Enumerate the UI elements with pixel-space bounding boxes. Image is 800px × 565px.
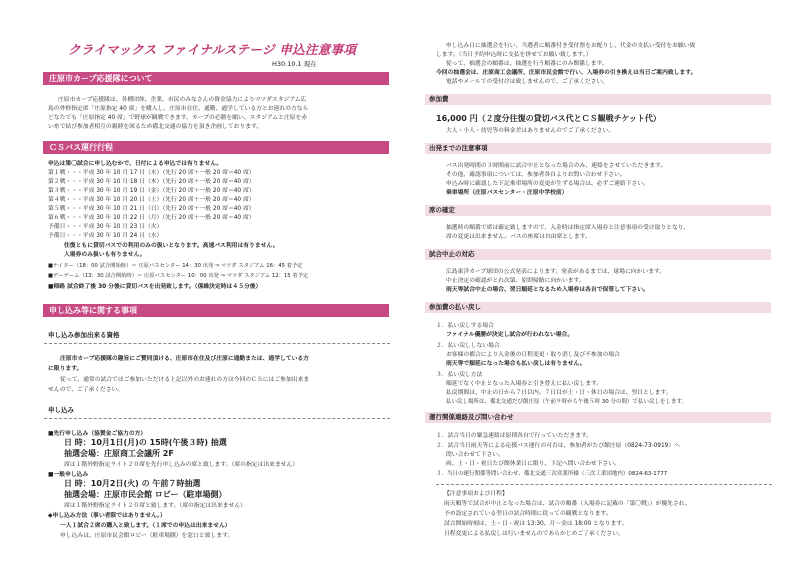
text-line: バス出発時間の３時間前に試合中止となった場合のみ、連絡をさせていただきます。 [446, 163, 667, 169]
text-line: 雨天等で順延になった場合も払い戻しは有りません。 [446, 361, 586, 367]
text-line: その他、確認事項については、参加者各自よりお問い合わせ下さい。 [446, 172, 626, 178]
apply-heading: 申し込み [48, 406, 74, 414]
game-row: 第４戦・・・平成 30 年 10 月 20 日（土）（先行 20 席＋一般 20 席＝40 席） [48, 197, 255, 203]
section-bar-cs-bus: ＣＳバス運行行程 [43, 141, 389, 154]
apply-line: ■先行申し込み（協賛金ご協力の方） [48, 431, 147, 437]
section-bar-operations: 運行関係連絡及び問い合わせ [425, 412, 771, 423]
text-line: 島の外野指定席「庄原指定 40 席」を購入し、庄原市在住、通勤、通学している方とお連れの方なら [48, 106, 309, 112]
apply-line: 席は１階外野指定ライト２０席を先行申し込みの席と致します。（席の指定は出来ません） [64, 462, 299, 468]
route-day: ■デーゲーム（13：30 試合開始時）＝ 庄原バスセンター 10：00 出発 ⇒ マツダ スタジアム 12：15 着予定 [48, 273, 309, 279]
eligibility-text: 庄原市カープ応援隊の趣旨にご賛同頂ける、庄原市在住及び庄原に通勤または、通学している方 [60, 356, 309, 362]
text-line: どなたでも「庄原指定 40 席」で野球が観戦できます。カープの必勝を願い、スタジアムと庄原を赤 [48, 115, 308, 121]
text-line: 庄原市カープ応援隊は、各種団体、企業、市民のみなさんの資金協力によりマツダスタジアム広 [58, 97, 307, 103]
text-line: 従って、抽選会の順番は、抽選を行う順番にのみ関係します。 [446, 61, 608, 67]
text-line: ２．試合当日雨天等による応援バス運行の可否は、参加者がたび館庄原（0824-73-0919）へ [436, 443, 680, 449]
document-date: H30.10.1 現在 [272, 60, 317, 68]
note-line: 雨天順等で試合が中止となった場合は、試合の順番（入場券に記載の「第〇戦」）が優先され、 [444, 501, 691, 507]
game-row: 予備日・・・平成 30 年 10 月 24 日（水） [48, 233, 163, 239]
note-line: 【注意事項および日程】 [444, 491, 508, 497]
apply-line: ◆申し込み方法（事い者限ではありません。） [48, 513, 166, 519]
bus-note: 往復ともに貸切バスでの利用のみの扱いとなります。高速バス利用は有りません。 [64, 243, 279, 249]
eligibility-heading: 申し込み参加出来る資格 [48, 331, 120, 339]
apply-line: ■一般申し込み [48, 472, 89, 478]
text-line: ２．払い戻ししない場合 [436, 343, 500, 349]
apply-line: 席は１階外野指定ライト２０席と致します。（席の指定は出来ません） [64, 503, 246, 509]
game-row: 第３戦・・・平成 30 年 10 月 19 日（金）（先行 20 席＋一般 20 席＝40 席） [48, 188, 255, 194]
section-bar-before-departure: 出発までの注意事項 [425, 143, 771, 154]
section-bar-cheer-team: 庄原市カープ応援隊について [43, 72, 389, 85]
note-line: 予め設定されている翌日の試合時間に従っての観戦となります。 [444, 511, 612, 517]
apply-line: 抽選会場：庄原商工会議所 2F [64, 449, 174, 458]
schedule-lead: 申込は第〇試合に申し込むかで、日付による申込では有りません。 [48, 161, 223, 167]
eligibility-text: に限ります。 [48, 366, 83, 372]
eligibility-text: せんので、ご了承ください。 [48, 387, 124, 393]
fee-price: 16,000 円（２度分往復の貸切バス代とＣＳ観戦チケット代） [436, 114, 661, 123]
text-line: します。（当日予約申込時に支払を併せてお願い致します。） [436, 52, 592, 58]
note-line: 日程変更による払戻しは行いませんのであらかじめご了承ください。 [444, 531, 624, 537]
divider [44, 343, 390, 344]
text-line: 抽選時の順番で席は確定致しますので、入金時は指定席入場券と注意事項の受け取りとなり、 [446, 225, 690, 231]
divider [44, 418, 390, 419]
game-row: 第６戦・・・平成 30 年 10 月 22 日（月）（先行 20 席＋一般 20 席＝40 席） [48, 215, 255, 221]
text-line: 問い合わせて下さい。 [446, 452, 504, 458]
text-line: 席の変更は出来ません。バスの座席は自由席とします。 [446, 234, 591, 240]
text-line: い糸で結び参加者相互の親睦を図るため備北交通の協力を頂き企画しております。 [48, 124, 263, 130]
text-line: １．払い戻しする場合 [436, 323, 494, 329]
section-bar-cancel: 試合中止の対応 [425, 249, 771, 260]
section-bar-fee: 参加費 [425, 94, 771, 105]
text-line: 今回の抽選会は、庄原商工会議所、庄原市民会館で行い、入場券の引き換えは当日ご案内致します。 [436, 70, 697, 76]
text-line: 雨天等試合中止の場合、翌日順延となるため入場券は各自で保管して下さい。 [446, 287, 649, 293]
note-line: 試合開始時刻は、土・日・祝は 13:30、月～金は 18:00 となります。 [444, 521, 628, 527]
section-bar-seat: 席の確定 [425, 205, 771, 216]
apply-line: 申し込みは、庄原市民会館ロビー（駐車場側）を窓口と致します。 [60, 533, 234, 539]
text-line: ３．当日の運行関係等問い合わせ、備北交通三次営業所様（三次工業団地内）0824-63-1777 [436, 471, 668, 477]
text-line: １．試合当日の緊急連絡は原則各自で行っていただきます。 [436, 433, 593, 439]
text-line: 払戻期間は、中止の日から７日以内。７日目が土・日・休日の場合は、翌日とします。 [446, 390, 672, 396]
game-row: 第５戦・・・平成 30 年 10 月 21 日（日）（先行 20 席＋一般 20 席＝40 席） [48, 206, 255, 212]
section-bar-refund: 参加費の払い戻し [425, 302, 771, 313]
text-line: 電話やメールでの受付けは致しませんので、ご了承ください。 [446, 79, 609, 85]
route-night: ■ナイター（18：00 試合開始時）＝ 庄原バスセンター 14：30 出発 ⇒ マツダ スタジアム 16：45 着予定 [48, 263, 303, 269]
text-line: 両、土・日・祝日たび館休業日に限り、下記へ問い合わせ下さい。 [446, 461, 620, 467]
bus-note: 入場券のみ扱いも有りません。 [64, 252, 146, 258]
route-return: ■帰路 試合終了後 30 分後に貸切バスを出発致します。（係維決定時は４５分後） [48, 284, 262, 290]
section-bar-application: 申し込み等に関する事項 [43, 304, 389, 317]
fee-note: 大人・小人・幼児等の料金差はありませんのでご了承ください。 [446, 128, 615, 134]
text-line: 申し込み日に抽選会を行い、当選者に順番付き受付票をお配りし、代金の支払い受付をお願い致 [446, 43, 696, 49]
game-row: 予備日・・・平成 30 年 10 月 23 日（火） [48, 224, 163, 230]
text-line: 申込み時に確認した下記乗車場所の変更が生ずる場合は、必ずご連絡下さい。 [446, 181, 649, 187]
text-line: 払い戻し場所は、備北交通だび館庄原（午前９時から午後５時 30 分の間）で払い戻しをします。 [446, 399, 688, 405]
eligibility-text: 従って、通常の試合ではご参加いただける上記以外のお連れの方は今回のＣＳにはご参加出来ま [60, 377, 310, 383]
text-line: 順延でなく中止となった入場券と引き替えに払い戻します。 [446, 381, 603, 387]
text-line: ファイナル優勝が決定し試合が行われない場合。 [446, 332, 574, 338]
text-line: お客様の都合により入金後の日程変更・取り消し及び不参加の場合 [446, 352, 620, 358]
text-line: ３．払い戻し方法 [436, 372, 483, 378]
text-line: 広島東洋カープ球団の公式発表によります。発表があるまでは、球場に向かいます。 [446, 269, 666, 275]
apply-line: 抽選会場：庄原市民会館 ロビー（駐車場側） [64, 490, 227, 499]
apply-line: 一人１試合２席の購入と致します。（１席での申込は出来ません） [60, 523, 231, 529]
game-row: 第２戦・・・平成 30 年 10 月 18 日（木）（先行 20 席＋一般 20 席＝40 席） [48, 179, 255, 185]
document-title: クライマックス ファイナルステージ 申込注意事項 [68, 42, 357, 57]
divider [436, 484, 772, 485]
apply-line: 日 時：10月1日(月)の 15時(午後３時) 抽選 [64, 438, 227, 447]
game-row: 第１戦・・・平成 30 年 10 月 17 日（水）（先行 20 席＋一般 20 席＝40 席） [48, 170, 255, 176]
apply-line: 日 時：10月2日(火) の 午前７時抽選 [64, 479, 201, 488]
text-line: 乗車場所（庄原バスセンター・庄原中学校前） [446, 190, 568, 196]
text-line: 中止決定の確認がとれ次第、原則帰路に向かいます。 [446, 278, 585, 284]
